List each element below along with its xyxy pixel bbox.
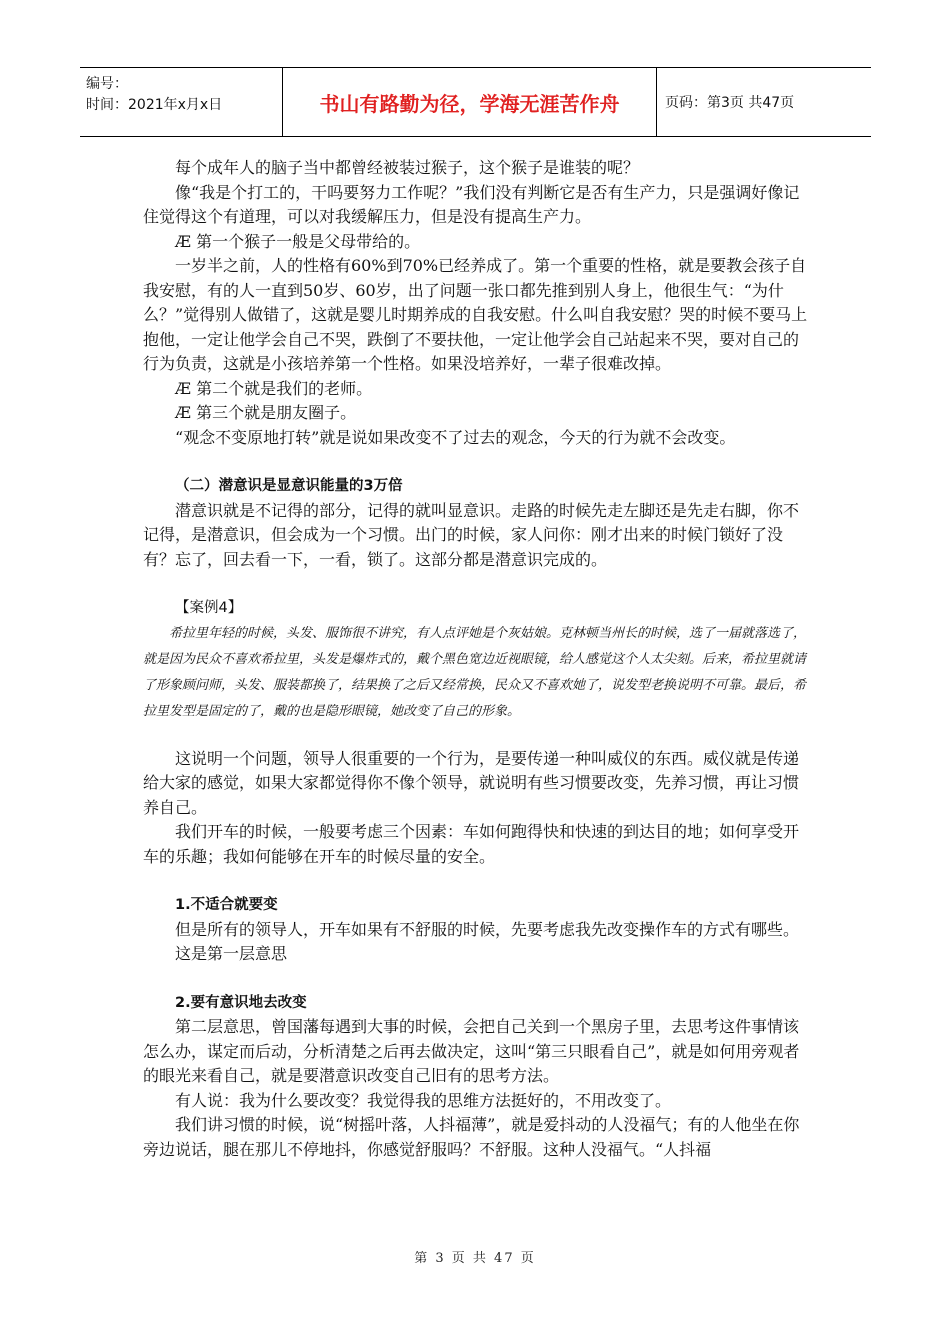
- paragraph: 像“我是个打工的，干吗要努力工作呢？”我们没有判断它是否有生产力，只是强调好像记住觉得这个有道理，可以对我缓解压力，但是没有提高生产力。: [143, 182, 800, 226]
- subsection-heading: 2.要有意识地去改变: [175, 994, 307, 1011]
- header-meta-cell: [80, 68, 283, 136]
- paragraph: 第二层意思，曾国藩每遇到大事的时候，会把自己关到一个黑房子里，去思考这件事情该怎么办，谋定而后动，分析清楚之后再去做决定，这叫“第三只眼看自己”，就是如何用旁观者的眼光来看自己，就是要潜意识改变自己旧有的思考方法。: [143, 1017, 800, 1085]
- paragraph: 每个成年人的脑子当中都曾经被装过猴子，这个猴子是谁装的呢？: [175, 158, 640, 177]
- subsection-heading: 1.不适合就要变: [175, 897, 278, 913]
- case-text: 希拉里年轻的时候，头发、服饰很不讲究，有人点评她是个灰姑娘。克林顿当州长的时候，选了一届就落选了，就是因为民众不喜欢希拉里，头发是爆炸式的，戴个黑色宽边近视眼镜，给人感觉这个人太尖刻。后来，希拉里就请了形象顾问师，头发、服装都换了，结果换了之后又经常换，民众又不喜欢她了，说发型老换说明不可靠。最后，希拉里发型是固定的了，戴的也是隐形眼镜，她改变了自己的形象。: [143, 625, 807, 719]
- paragraph: 但是所有的领导人，开车如果有不舒服的时候，先要考虑我先改变操作车的方式有哪些。: [175, 919, 800, 939]
- page-footer: 第 3 页 共 47 页: [414, 1251, 536, 1266]
- paragraph: 我们开车的时候，一般要考虑三个因素：车如何跑得快和快速的到达目的地；如何享受开车的乐趣；我如何能够在开车的时候尽量的安全。: [143, 822, 800, 866]
- bullet-paragraph: Æ 第二个就是我们的老师。: [175, 378, 373, 398]
- paragraph: 这说明一个问题，领导人很重要的一个行为，是要传递一种叫威仪的东西。威仪就是传递给大家的感觉，如果大家都觉得你不像个领导，就说明有些习惯要改变，先养习惯，再让习惯养自己。: [143, 748, 800, 817]
- paragraph: “观念不变原地打转”就是说如果改变不了过去的观念，今天的行为就不会改变。: [175, 427, 736, 447]
- paragraph: 一岁半之前，人的性格有60%到70%已经养成了。第一个重要的性格，就是要教会孩子自我安慰，有的人一直到50岁、60岁，出了问题一张口都先推到别人身上，他很生气：“为什么？”觉得别人做错了，这就是婴儿时期养成的自我安慰。什么叫自我安慰？哭的时候不要马上抱他，一定让他学会自己不哭，跌倒了不要扶他，一定让他学会自己站起来不哭，要对自己的行为负责，这就是小孩培养第一个性格。如果没培养好，一辈子很难改掉。: [143, 256, 808, 373]
- section-heading: （二）潜意识是显意识能量的3万倍: [175, 478, 403, 494]
- bullet-paragraph: Æ 第三个就是朋友圈子。: [175, 403, 357, 422]
- bullet-paragraph: Æ 第一个猴子一般是父母带给的。: [175, 231, 421, 251]
- paragraph: 这是第一层意思: [175, 944, 288, 963]
- paragraph: 有人说：我为什么要改变？我觉得我的思维方法挺好的，不用改变了。: [175, 1090, 672, 1110]
- page-header: [80, 67, 871, 137]
- header-motto: 书山有路勤为径，学海无涯苦作舟: [283, 68, 657, 136]
- document-body: [143, 156, 808, 1162]
- paragraph: 潜意识就是不记得的部分，记得的就叫显意识。走路的时候先走左脚还是先走右脚，你不记得，是潜意识，但会成为一个习惯。出门的时候，家人问你：刚才出来的时候门锁好了没有？忘了，回去看一下，一看，锁了。这部分都是潜意识完成的。: [143, 500, 800, 569]
- document-date-label: 时间：2021年x月x日: [86, 97, 223, 113]
- case-title: 【案例4】: [175, 600, 243, 616]
- header-page-info: 页码：第3页 共47页: [665, 95, 795, 111]
- document-number-label: 编号：: [86, 76, 128, 92]
- paragraph: 我们讲习惯的时候，说“树摇叶落，人抖福薄”，就是爱抖动的人没福气；有的人他坐在你旁边说话，腿在那儿不停地抖，你感觉舒服吗？不舒服。这种人没福气。“人抖福: [143, 1115, 800, 1159]
